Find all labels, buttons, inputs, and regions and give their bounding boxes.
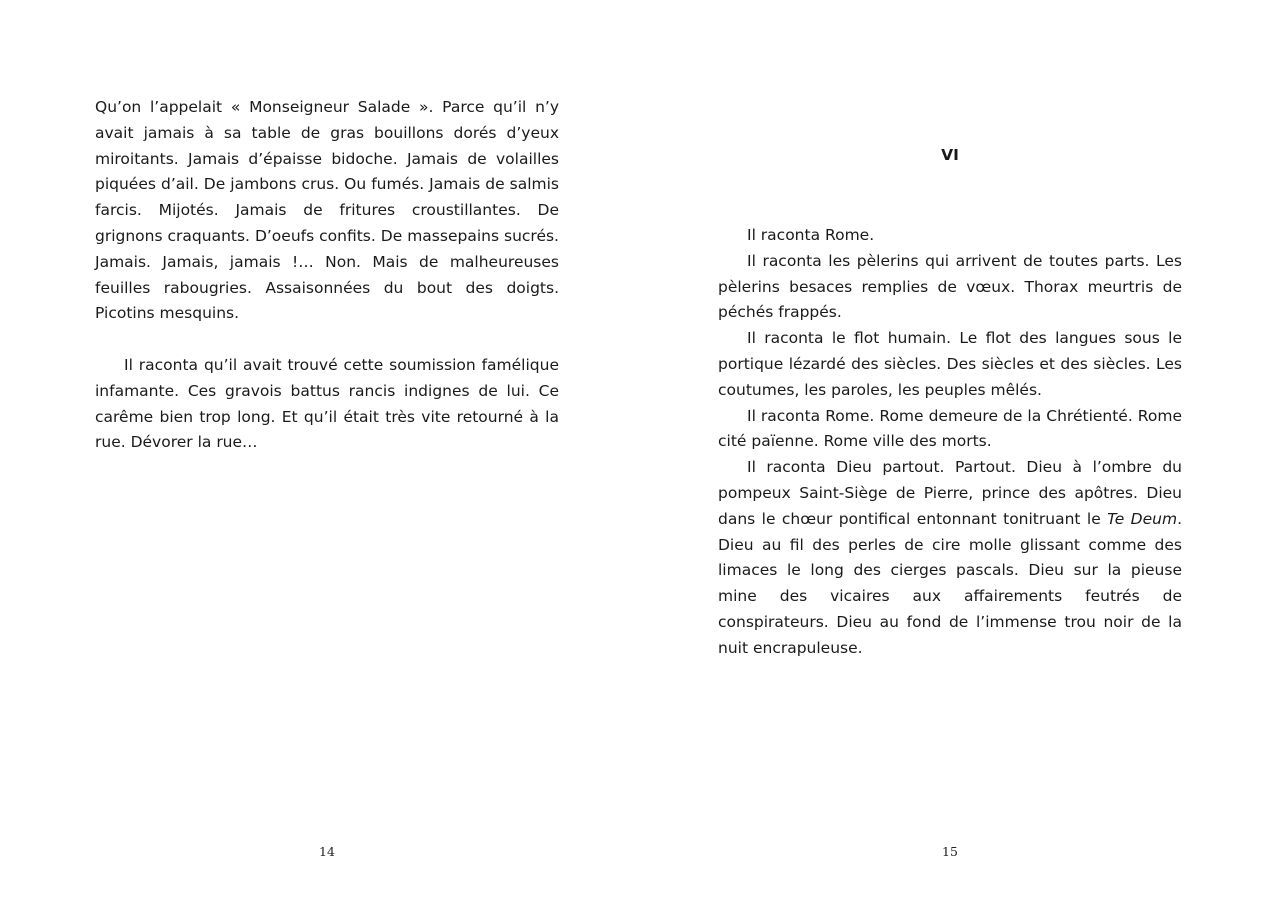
right-page bbox=[640, 0, 1277, 913]
right-page-text bbox=[718, 223, 1182, 662]
paragraph: Il raconta les pèlerins qui arrivent de toutes parts. Les pèlerins besaces remplies de vœux. Thorax meurtris de péchés frappés. bbox=[718, 251, 1182, 322]
paragraph: Qu’on l’appelait « Monseigneur Salade ». Parce qu’il n’y avait jamais à sa table de gras bouillons dorés d’yeux miroitants. Jamais d’épaisse bidoche. Jamais de volailles piquées d’ail. De jambons crus. Ou fumés. Jamais de salmis farcis. Mijotés. Jamais de fritures croustillantes. De grignons craquants. D’oeufs confits. De massepains sucrés. Jamais. Jamais, jamais !… Non. Mais de malheureuses feuilles rabougries. Assaisonnées du bout des doigts. Picotins mesquins. bbox=[95, 98, 559, 323]
paragraph: Il raconta Rome. bbox=[747, 226, 875, 244]
left-page-text bbox=[95, 95, 559, 456]
page-number: 15 bbox=[942, 844, 958, 859]
page-number: 14 bbox=[319, 844, 335, 859]
paragraph: Il raconta le flot humain. Le flot des langues sous le portique lézardé des siècles. Des siècles et des siècles. Les coutumes, les paroles, les peuples mêlés. bbox=[718, 329, 1182, 399]
paragraph bbox=[718, 455, 1182, 661]
paragraph: Il raconta qu’il avait trouvé cette soumission famélique infamante. Ces gravois battus rancis indignes de lui. Ce carême bien trop long. Et qu’il était très vite retourné à la rue. Dévorer la rue… bbox=[95, 355, 559, 452]
italic-title: Te Deum bbox=[1107, 509, 1178, 528]
paragraph-text: Il raconta Dieu partout. Partout. Dieu à l’ombre du pompeux Saint-Siège de Pierre, prince des apôtres. Dieu dans le chœur pontifical entonnant tonitruant le bbox=[718, 458, 1182, 528]
paragraph-text: . Dieu au fil des perles de cire molle glissant comme des limaces le long des cierges pascals. Dieu sur la pieuse mine des vicaires aux affairements feutrés de conspirateurs. Dieu au fond de l’immense trou noir de la nuit encrapuleuse. bbox=[718, 509, 1182, 657]
paragraph: Il raconta Rome. Rome demeure de la Chrétienté. Rome cité païenne. Rome ville des morts. bbox=[718, 406, 1182, 451]
chapter-heading: VI bbox=[941, 146, 959, 164]
